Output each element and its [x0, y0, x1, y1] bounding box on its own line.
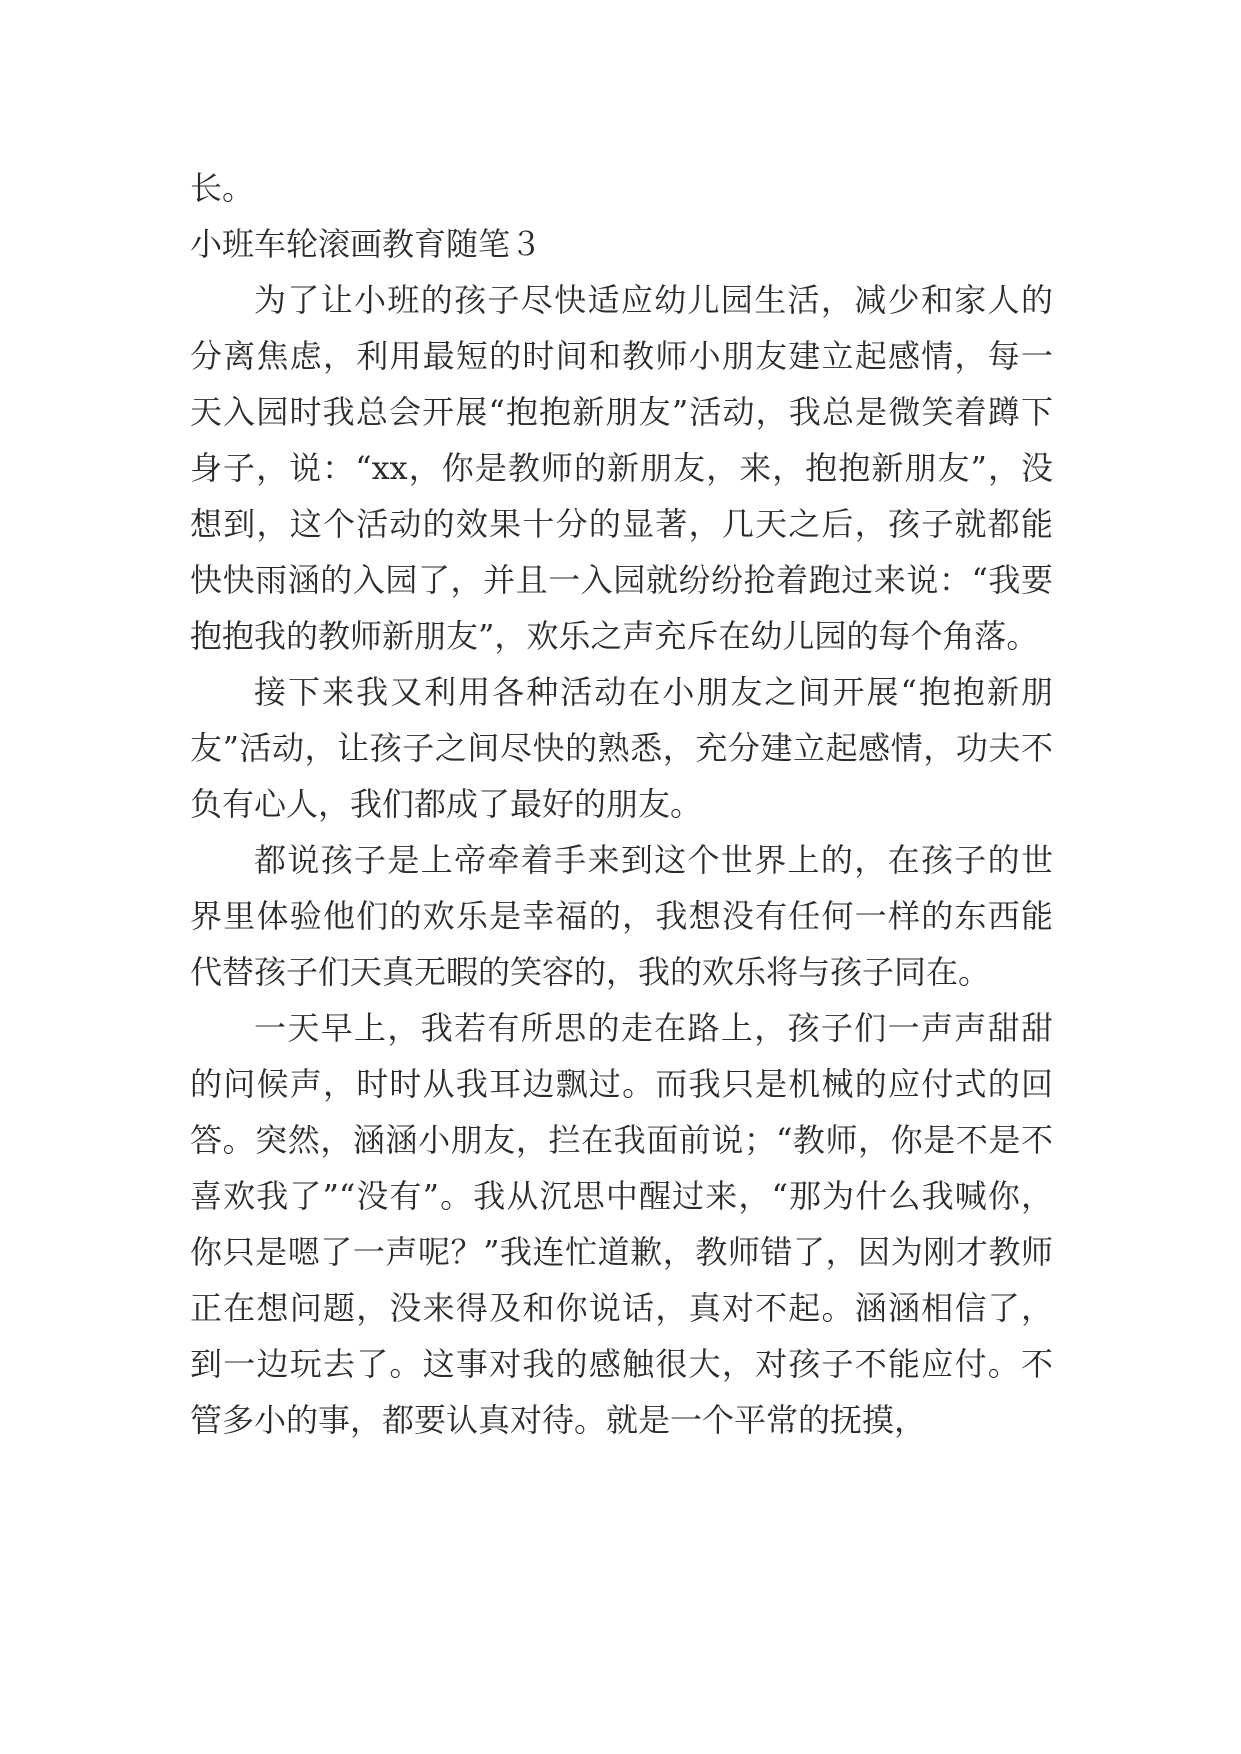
section-title: 小班车轮滚画教育随笔３: [190, 225, 543, 263]
paragraph-4: 一天早上，我若有所思的走在路上，孩子们一声声甜甜的问候声，时时从我耳边飘过。而我只是机械的应付式的回答。突然，涵涵小朋友，拦在我面前说；“教师，你是不是不喜欢我了”“没有”。我从沉思中醒过来，“那为什么我喊你，你只是嗯了一声呢？”我连忙道歉，教师错了，因为刚才教师正在想问题，没来得及和你说话，真对不起。涵涵相信了，到一边玩去了。这事对我的感触很大，对孩子不能应付。不管多小的事，都要认真对待。就是一个平常的抚摸，: [190, 1009, 1053, 1439]
continued-text: 长。: [190, 169, 255, 207]
paragraph-2: 接下来我又利用各种活动在小朋友之间开展“抱抱新朋友”活动，让孩子之间尽快的熟悉，充分建立起感情，功夫不负有心人，我们都成了最好的朋友。: [190, 673, 1053, 823]
document-page: [190, 160, 1053, 1448]
paragraph-1: 为了让小班的孩子尽快适应幼儿园生活，减少和家人的分离焦虑，利用最短的时间和教师小朋友建立起感情，每一天入园时我总会开展“抱抱新朋友”活动，我总是微笑着蹲下身子，说：“xx，你是教师的新朋友，来，抱抱新朋友”，没想到，这个活动的效果十分的显著，几天之后，孩子就都能快快雨涵的入园了，并且一入园就纷纷抢着跑过来说：“我要抱抱我的教师新朋友”，欢乐之声充斥在幼儿园的每个角落。: [190, 281, 1053, 655]
paragraph-3: 都说孩子是上帝牵着手来到这个世界上的，在孩子的世界里体验他们的欢乐是幸福的，我想没有任何一样的东西能代替孩子们天真无暇的笑容的，我的欢乐将与孩子同在。: [190, 841, 1053, 991]
